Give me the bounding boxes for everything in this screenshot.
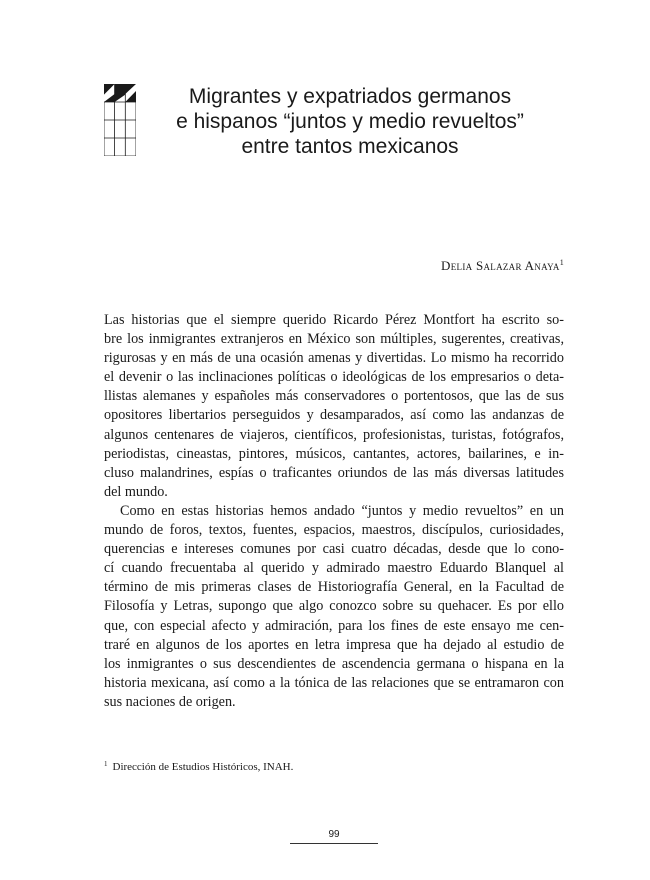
page-number: 99 (328, 829, 340, 840)
footnote (104, 760, 293, 773)
author-name: Delia Salazar Anaya (441, 258, 560, 273)
footnote-text: Dirección de Estudios Históricos, INAH. (112, 761, 294, 773)
body-line: término de mis primeras clases de Historiografía General, en la Facultad de (104, 579, 564, 596)
body-line: los inmigrantes o sus descendientes de ascendencia germana o hispana en la (104, 655, 564, 672)
body-line: cluso malandrines, espías o traficantes oriundos de las más diversas latitudes (104, 464, 564, 481)
body-line: Como en estas historias hemos andado “juntos y medio revueltos” en un (120, 502, 564, 519)
chapter-title-line: e hispanos “juntos y medio revueltos” (176, 110, 524, 133)
body-line: el devenir o las inclinaciones políticas o ideológicas de los empresarios o deta- (104, 369, 564, 386)
body-line: opositores libertarios perseguidos y desamparados, así como las andanzas de (104, 407, 564, 424)
body-line: bre los inmigrantes extranjeros en México son múltiples, sugerentes, creativas, (104, 331, 564, 348)
body-line: historia mexicana, así como a la tónica de las relaciones que se entramaron con (104, 674, 564, 691)
body-line: cí cuando frecuentaba al querido y admirado maestro Eduardo Blanquel al (104, 560, 564, 577)
body-line: que, con especial afecto y admiración, para los fines de este ensayo me cen- (104, 617, 564, 634)
body-line: Las historias que el siempre querido Ricardo Pérez Montfort ha escrito so- (104, 312, 564, 328)
logo-triangle-3 (104, 94, 115, 102)
body-line: algunos centenares de viajeros, científicos, profesionistas, turistas, fotógrafos, (104, 426, 564, 443)
logo-triangle-2 (115, 84, 126, 102)
body-line: del mundo. (104, 483, 168, 500)
chapter-title-line: entre tantos mexicanos (241, 135, 459, 158)
body-text (104, 311, 564, 712)
chapter-title (150, 84, 550, 159)
logo-triangle-1 (104, 84, 115, 95)
logo-triangle-4 (125, 91, 136, 102)
body-line: sus naciones de origen. (104, 693, 236, 710)
body-line: mundo de foros, textos, fuentes, espacios, maestros, discípulos, curiosidades, (104, 522, 564, 539)
body-line: rigurosas y en más de una ocasión amenas y divertidas. Lo mismo ha recorrido (104, 350, 564, 367)
body-line: querencias e intereses comunes por casi cuatro décadas, desde que lo cono- (104, 541, 564, 558)
chapter-title-line: Migrantes y expatriados germanos (188, 85, 512, 108)
body-line: periodistas, cineastas, pintores, músicos, cantantes, actores, bailarines, e in- (104, 445, 564, 462)
body-line: traré en algunos de los aportes en letra impresa que ha dejado al estudio de (104, 636, 564, 653)
author-byline (441, 258, 564, 274)
body-line: Filosofía y Letras, supongo que algo conozco sobre su quehacer. Es por ello (104, 598, 564, 615)
footnote-mark: 1 (104, 760, 108, 768)
body-line: llistas alemanes y españoles más conservadores o portentosos, que las de sus (104, 388, 564, 405)
author-footnote-mark: 1 (559, 258, 564, 267)
chapter-grid-logo-icon (104, 84, 136, 156)
page-number-rule (290, 843, 378, 844)
logo-triangle-5 (125, 84, 136, 94)
